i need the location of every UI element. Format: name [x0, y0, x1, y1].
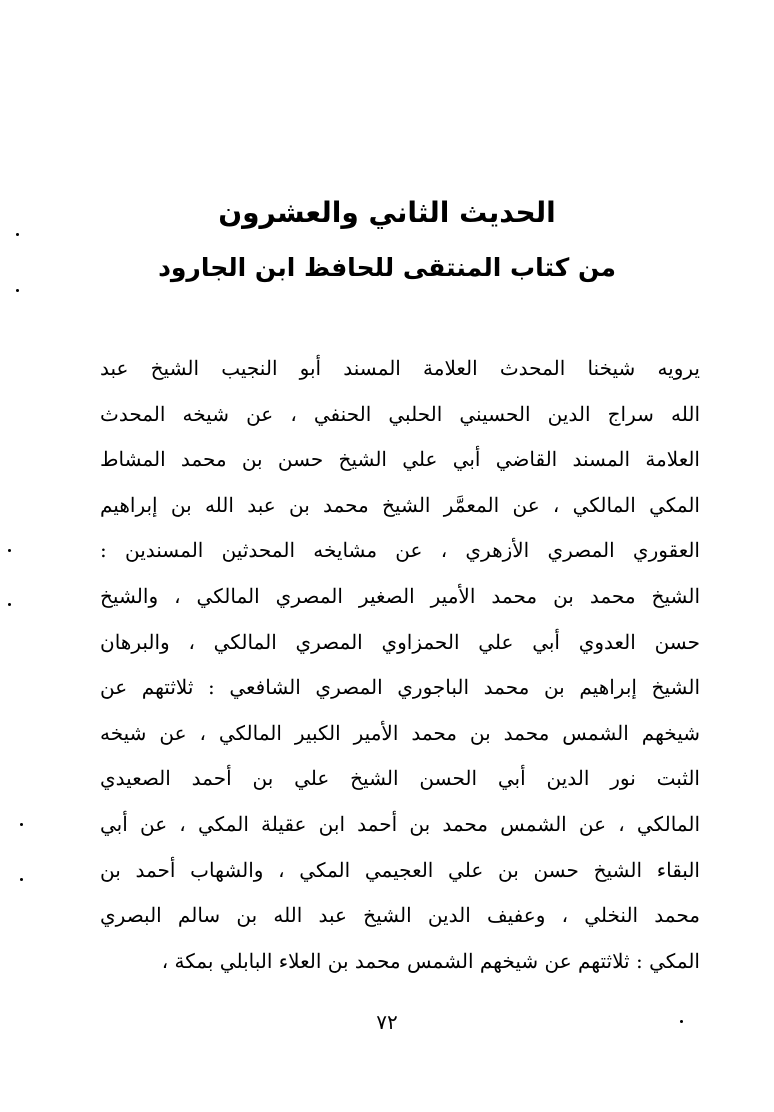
scan-speck [16, 289, 19, 292]
text-line: الشيخ إبراهيم بن محمد الباجوري المصري الشافعي : ثلاثتهم عن [100, 675, 700, 700]
text-line: الثبت نور الدين أبي الحسن الشيخ علي بن أحمد الصعيدي [100, 766, 700, 791]
page-title: الحديث الثاني والعشرون [218, 196, 556, 229]
scan-speck [20, 878, 23, 881]
text-line: حسن العدوي أبي علي الحمزاوي المصري المالكي ، والبرهان [100, 629, 700, 654]
scan-speck [680, 1020, 683, 1023]
text-line: المكي المالكي ، عن المعمَّر الشيخ محمد بن عبد الله بن إبراهيم [100, 492, 700, 517]
text-line: الشيخ محمد بن محمد الأمير الصغير المصري المالكي ، والشيخ [100, 583, 700, 608]
text-line: المكي : ثلاثتهم عن شيخهم الشمس محمد بن العلاء البابلي بمكة ، [161, 948, 700, 973]
text-line: شيخهم الشمس محمد بن محمد الأمير الكبير المالكي ، عن شيخه [100, 720, 700, 745]
text-line: يرويه شيخنا المحدث العلامة المسند أبو النجيب الشيخ عبد [100, 356, 700, 380]
text-line: الله سراج الدين الحسيني الحلبي الحنفي ، عن شيخه المحدث [100, 401, 700, 426]
scan-speck [20, 823, 23, 826]
text-line: البقاء الشيخ حسن بن علي العجيمي المكي ، والشهاب أحمد بن [100, 857, 700, 882]
text-line: المالكي ، عن الشمس محمد بن أحمد ابن عقيلة المكي ، عن أبي [100, 811, 700, 836]
page-subtitle: من كتاب المنتقى للحافظ ابن الجارود [158, 253, 616, 282]
scan-speck [8, 549, 11, 552]
text-line: العقوري المصري الأزهري ، عن مشايخه المحدثين المسندين : [100, 538, 700, 563]
body-paragraph [100, 346, 700, 984]
page-number: ٧٢ [376, 1010, 398, 1034]
text-line: العلامة المسند القاضي أبي علي الشيخ حسن بن محمد المشاط [100, 447, 700, 472]
scan-speck [16, 233, 19, 236]
scan-speck [8, 603, 11, 606]
text-line: محمد النخلي ، وعفيف الدين الشيخ عبد الله بن سالم البصري [100, 903, 700, 928]
